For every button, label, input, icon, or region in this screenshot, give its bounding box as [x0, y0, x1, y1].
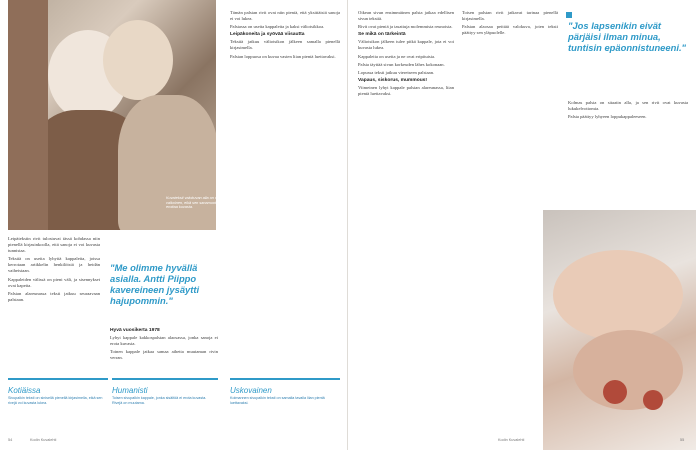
page-footer: Kodin Kuvalehti [498, 438, 525, 442]
paragraph: Kappaleita on useita ja ne ovat eripituisia. [358, 53, 436, 59]
paragraph: Rivit ovat pieniä ja tasattuja molemmista reunoista. [358, 24, 453, 30]
paragraph: Oikean sivun ensimmäinen palsta jatkaa edellisen sivun tekstiä. [358, 10, 454, 22]
paragraph: Toisen palstan rivit jatkavat tarinaa pienellä kirjasimella. [462, 10, 558, 22]
paragraph: Palsta päättyy lyhyeen loppukappaleeseen. [568, 114, 647, 120]
subheading: Se mikä on tärkeintä [358, 32, 406, 38]
paragraph: Toinen kappale jatkaa samaa aihetta muutaman rivin verran. [110, 349, 218, 361]
photo-figure [103, 20, 173, 100]
sidebar-title: Uskovainen [230, 386, 272, 395]
paragraph: Lopussa teksti jatkuu viereiseen palstaan. [358, 69, 435, 75]
photo-figure [553, 250, 683, 340]
paragraph: Kolmas palsta on sitaatin alla, ja sen rivit ovat kuvasta lukukelvottomia. [568, 100, 688, 112]
text-column [110, 326, 218, 363]
paragraph: Tekstiä jatkuu väliotsikon jälkeen samalla pienellä kirjasimella. [230, 39, 340, 51]
sidebar-divider [8, 378, 108, 380]
text-column [462, 10, 558, 38]
right-page [348, 0, 696, 450]
sidebar-text: Toisen sivupalkin kappale, jonka sisältöä ei erota kuvasta. Rivejä on muutama. [112, 396, 207, 405]
sidebar-title: Kotiäissa [8, 386, 41, 395]
photo-figure [573, 330, 683, 410]
text-column [568, 100, 688, 122]
subheading: Vapaus, siskorus, mummous! [358, 77, 428, 83]
paragraph: Väliotsikon jälkeen tulee pitkä kappale, jota ei voi kuvasta lukea. [358, 39, 454, 51]
text-column [358, 10, 454, 99]
paragraph: Palsta täyttää sivun korkeuden lähes kokonaan. [358, 61, 445, 67]
page-number: 55 [680, 438, 685, 442]
paragraph: Tämän palstan rivit ovat niin pieniä, että yksittäisiä sanoja ei voi lukea. [230, 10, 340, 22]
sidebar-title: Humanisti [112, 386, 148, 395]
page-number: 54 [8, 438, 13, 442]
paragraph: Palstan alareunassa teksti jatkuu seuraavaan palstaan. [8, 290, 100, 302]
photo-figure [603, 380, 627, 404]
sidebar-text: Kolmannen sivupalkin teksti on samalla tavalla liian pientä luettavaksi. [230, 396, 325, 405]
pull-quote: "Me olimme hyvällä asialla. Antti Piippo kavereineen jysäytti hajupommin." [110, 262, 200, 306]
subheading: Hyvä vuosikerta 1978 [110, 328, 160, 333]
paragraph: Palstassa on useita kappaleita ja kaksi väliotsikkoa. [230, 24, 325, 30]
quote-marker [566, 12, 572, 18]
sidebar-text: Sivupalkin teksti on sinisellä pienellä kirjasimella, eikä sen rivejä voi kuvasta lukea. [8, 396, 103, 405]
paragraph: Lyhyt kappale kakkospalstan alaosassa, jonka sanoja ei erota kuvasta. [110, 335, 218, 347]
subheading: Leipäkoneita ja syövää viisautta [230, 32, 305, 38]
paragraph: Tekstiä on useita lyhyitä kappaleita, joissa kerrotaan artikkelin henkilöistä ja heidän vaiheistaan. [8, 256, 100, 274]
sidebar-divider [230, 378, 340, 380]
paragraph: Viimeinen lyhyt kappale palstan alareunassa, liian pientä luettavaksi. [358, 84, 454, 97]
page-footer: Kodin Kuvalehti [30, 438, 57, 442]
photo-hands-detail [543, 210, 696, 450]
photo-figure [8, 0, 48, 230]
text-column [230, 10, 340, 62]
text-column [8, 236, 100, 305]
photo-caption: Kuvateksti valokuvan alla on ohut ja valkoinen, eikä sen sanamuotoa voi erottaa kuvasta. [166, 196, 227, 210]
sidebar-divider [112, 378, 218, 380]
paragraph: Leipätekstin rivit tulostuvat tässä kohdassa niin pienellä kirjasinkoolla, että sanoja ei voi kuvasta tunnistaa. [8, 236, 100, 254]
pull-quote: "Jos lapsenikin eivät pärjäisi ilman minua, tuntisin epäonnistuneeni." [568, 20, 686, 53]
paragraph: Palstan loppuosa on kuvaa vasten liian pientä luettavaksi. [230, 53, 336, 59]
paragraph: Palstan alaosaa peittää valokuva, joten teksti päättyy sen yläpuolelle. [462, 24, 558, 36]
paragraph: Kappaleiden välissä on pieni väli, ja sisennykset ovat kapeita. [8, 276, 100, 288]
photo-figure [643, 390, 663, 410]
